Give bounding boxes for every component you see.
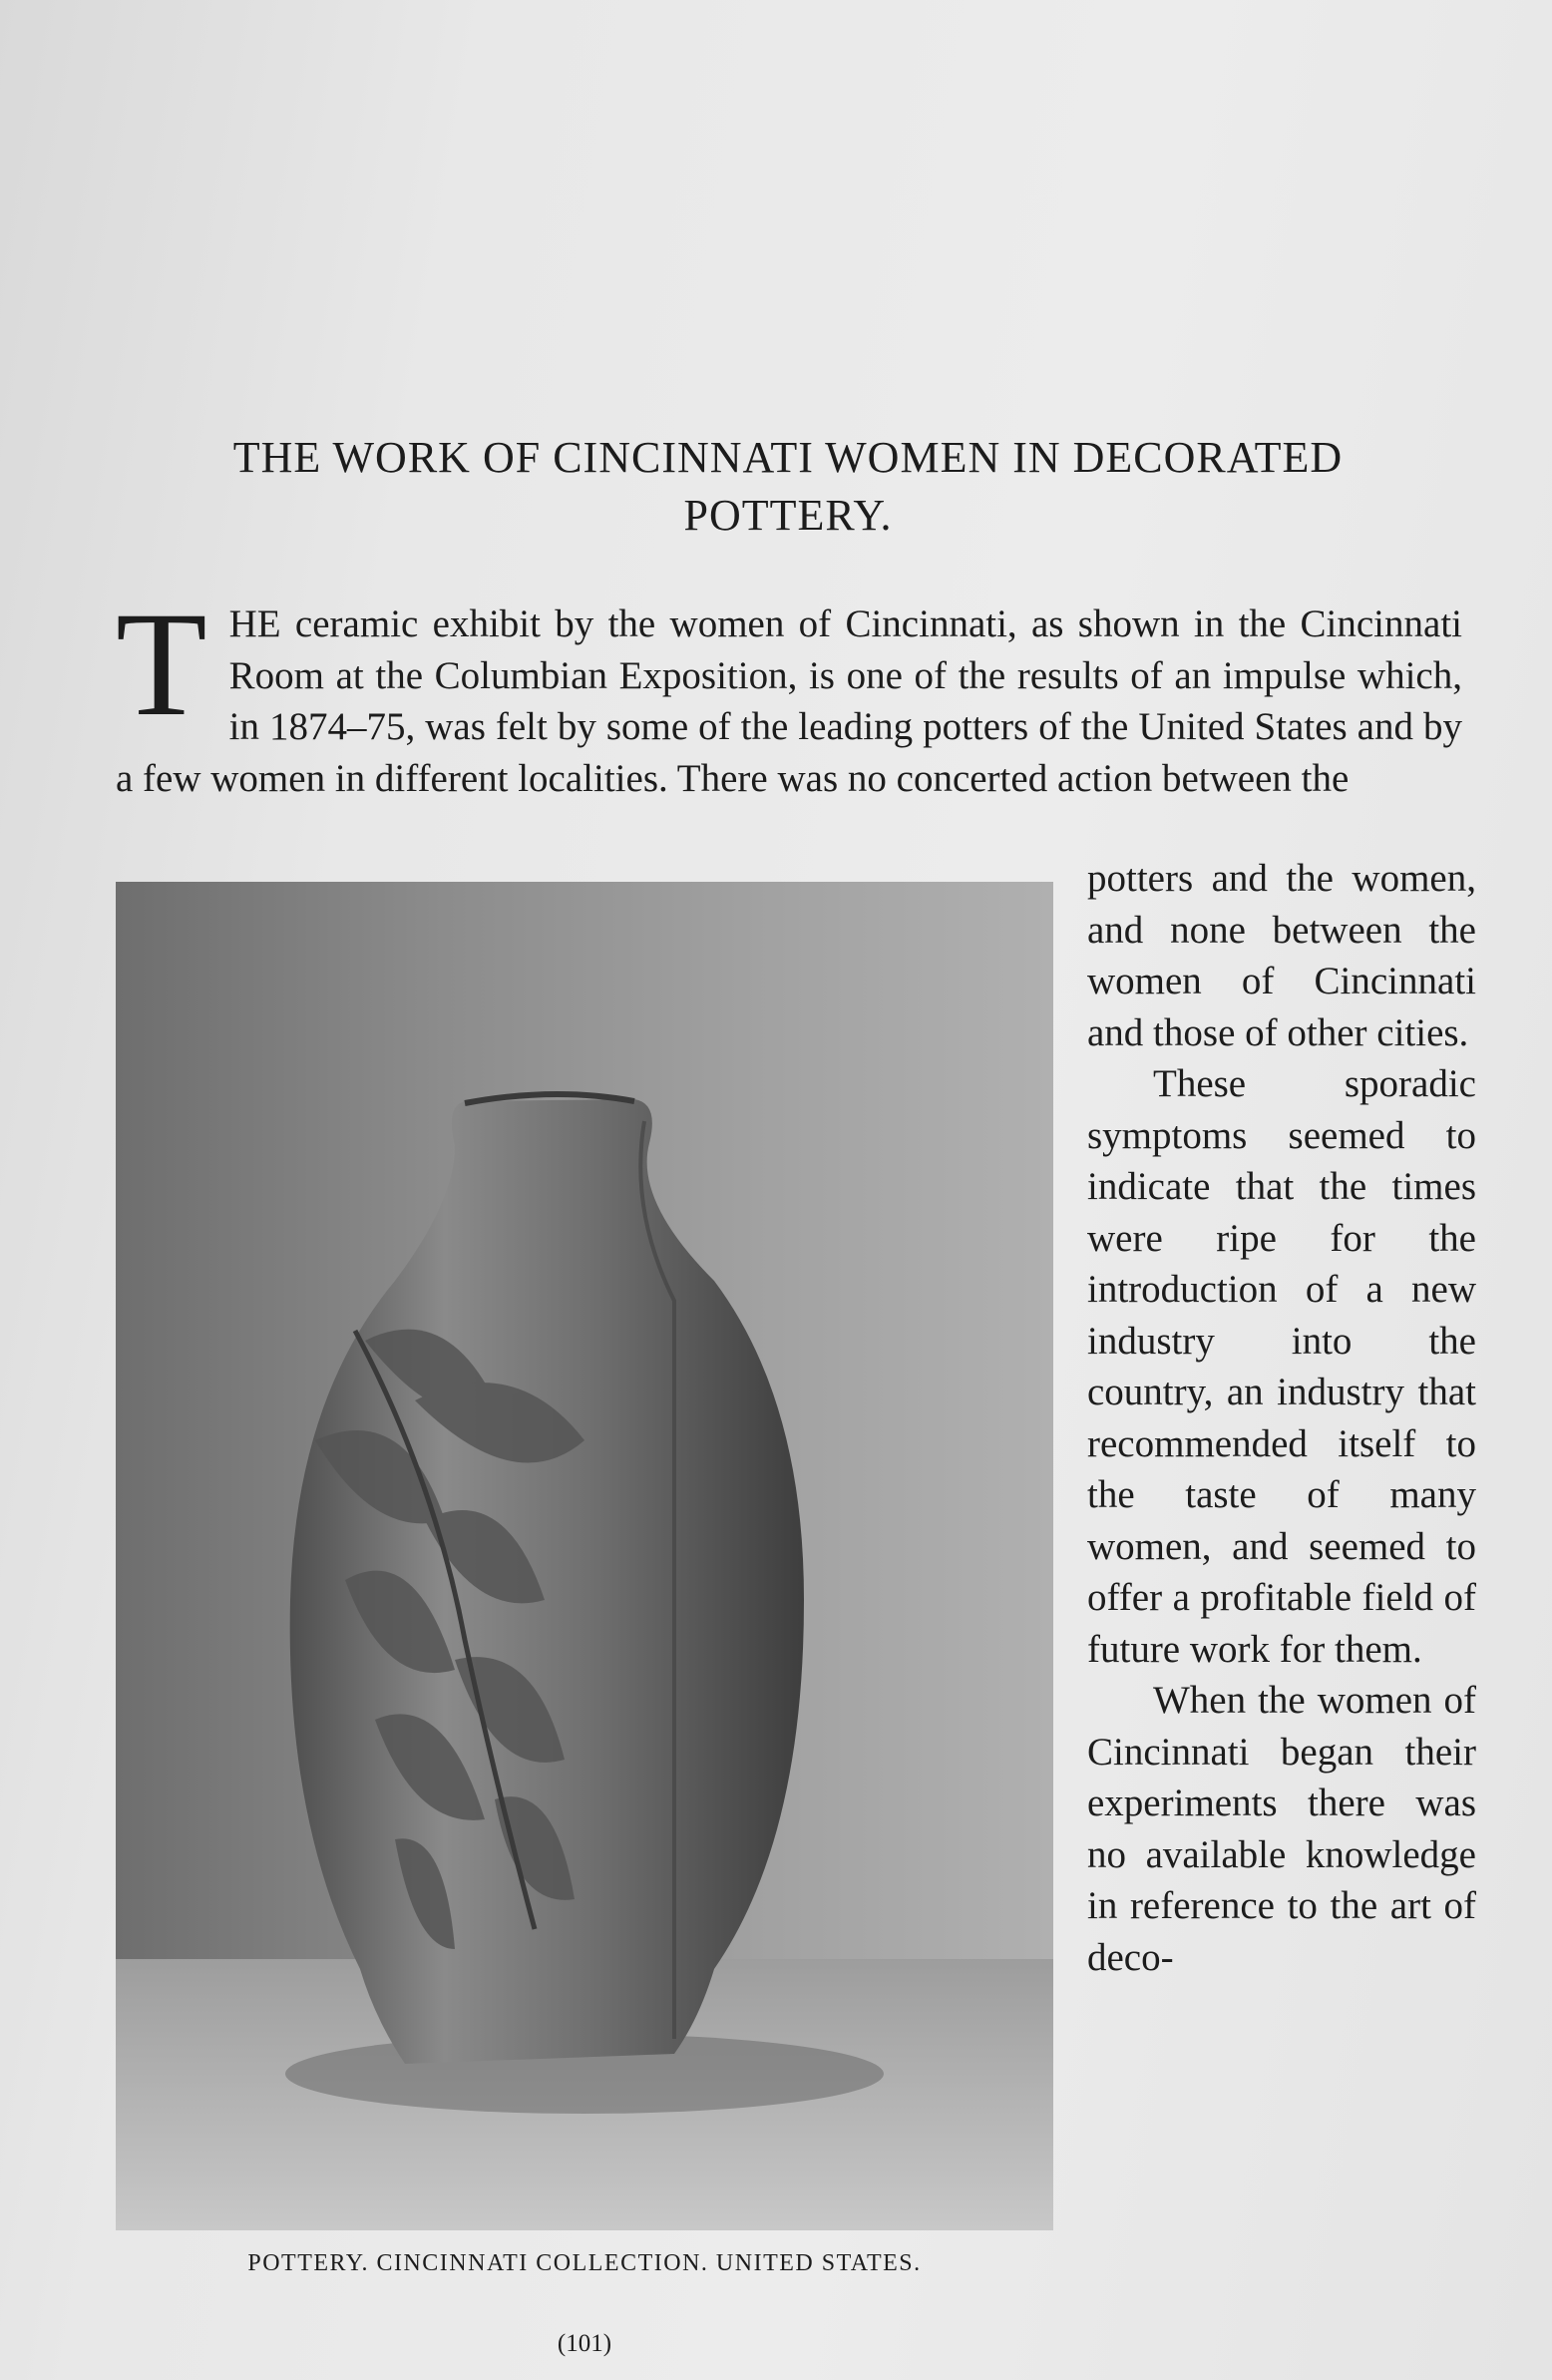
page-number: (101) bbox=[557, 2330, 612, 2357]
column-paragraph-3: When the women of Cincinnati began their experiments there was no available knowledge in reference to the art of deco- bbox=[1087, 1679, 1476, 1979]
column-paragraph-1: potters and the women, and none between the women of Cincinnati and those of other cities. bbox=[1087, 857, 1476, 1054]
lead-paragraph bbox=[116, 582, 1462, 804]
side-column bbox=[1087, 853, 1476, 1983]
drop-cap: T bbox=[116, 582, 207, 747]
article-title-line1: THE WORK OF CINCINNATI WOMEN IN DECORATED bbox=[232, 433, 1344, 482]
vase-illustration bbox=[116, 882, 1053, 2230]
figure-caption: POTTERY. CINCINNATI COLLECTION. UNITED STATES. bbox=[247, 2250, 922, 2276]
vase-photograph bbox=[116, 882, 1053, 2230]
lead-text: HE ceramic exhibit by the women of Cincinnati, as shown in the Cincinnati Room at the Columbian Exposition, is one of the results of an impulse which, in 1874–75, was felt by some of the leading potters of the United States and by a few women in different localities. There was no concerted action between the bbox=[116, 602, 1462, 800]
article-title bbox=[100, 429, 1476, 545]
column-paragraph-2: These sporadic symptoms seemed to indicate that the times were ripe for the introduction of a new industry into the country, an industry that recommended itself to the taste of many women, and seemed to offer a profitable field of future work for them. bbox=[1087, 1062, 1476, 1671]
article-title-line2: POTTERY. bbox=[683, 491, 893, 540]
